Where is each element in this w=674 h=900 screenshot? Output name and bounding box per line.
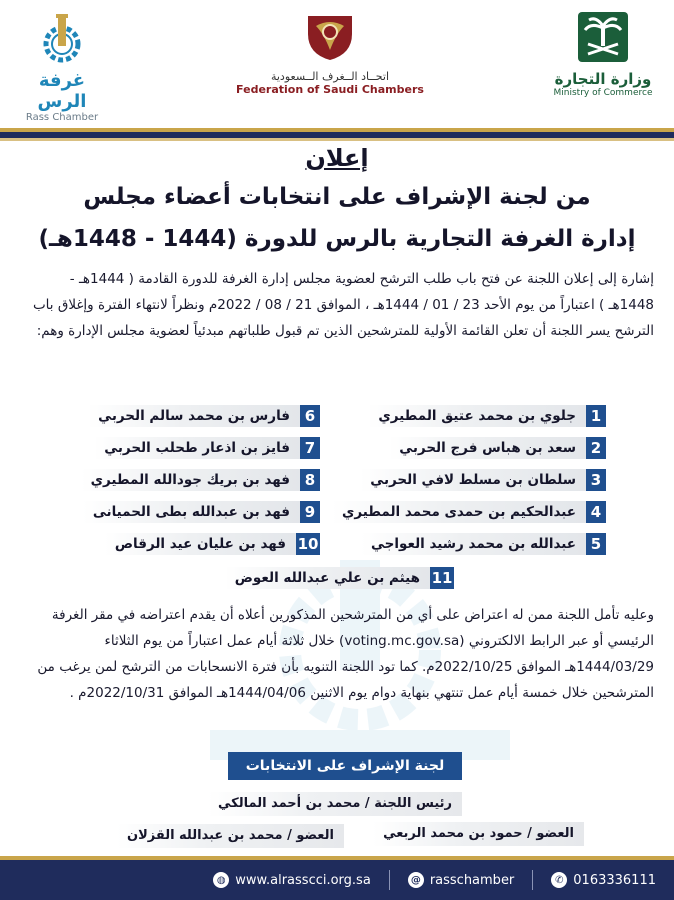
candidate-row — [360, 468, 606, 492]
candidate-row — [88, 404, 320, 428]
intro-paragraph: إشارة إلى إعلان اللجنة عن فتح باب طلب الترشح لعضوية مجلس إدارة الغرفة للدورة القادمة ( 1444هـ - 1448هـ ) اعتباراً من يوم الأحد 23 / 01 / 1444هـ ، الموافق 21 / 08 / 2022م ونظراً لانتهاء الفترة وإغلاق باب الترشح يسر اللجنة أن تعلن القائمة الأولية للمترشحين الذين تم قبول طلباتهم مبدئياً لعضوية مجلس الإدارة وهم: — [32, 271, 654, 339]
federation-logo-arabic: اتحــاد الــغرف الــسعودية — [270, 70, 390, 83]
candidate-row — [94, 436, 320, 460]
candidate-row — [83, 500, 320, 524]
phone-number[interactable]: 0163336111 — [573, 872, 656, 888]
federation-emblem-icon — [304, 10, 356, 62]
candidate-number: 3 — [586, 469, 606, 491]
footer-phone[interactable] — [551, 872, 656, 888]
candidate-name: سعد بن هباس فرج الحربي — [389, 437, 586, 459]
candidate-number: 5 — [586, 533, 606, 555]
committee-chair: رئيس اللجنة / محمد بن أحمد المالكي — [208, 792, 462, 816]
footer-social[interactable] — [408, 872, 514, 888]
candidate-row — [389, 436, 606, 460]
phone-icon: ✆ — [551, 872, 567, 888]
candidate-row — [225, 566, 454, 590]
candidate-name: سلطان بن مسلط لافي الحربي — [360, 469, 586, 491]
header-gold-stripe-thin — [0, 138, 674, 141]
candidate-number: 9 — [300, 501, 320, 523]
globe-icon: ◍ — [213, 872, 229, 888]
candidate-name: فهد بن بريك جودالله المطيري — [81, 469, 300, 491]
candidate-number: 7 — [300, 437, 320, 459]
footer-divider — [532, 870, 533, 890]
candidate-row — [361, 532, 606, 556]
footer-divider — [389, 870, 390, 890]
candidate-number: 11 — [431, 569, 453, 587]
ministry-logo-english: Ministry of Commerce — [553, 88, 653, 98]
committee-member: العضو / حمود بن محمد الربعي — [373, 822, 584, 846]
announcement-subtitle-line2: إدارة الغرفة التجارية بالرس للدورة (1444 - 1448هـ) — [38, 226, 636, 252]
palm-swords-icon — [576, 10, 630, 64]
rass-logo-english: Rass Chamber — [25, 112, 99, 123]
candidate-row — [368, 404, 606, 428]
federation-logo — [230, 10, 430, 96]
candidate-row — [81, 468, 320, 492]
candidate-number: 4 — [586, 501, 606, 523]
ministry-logo-arabic: وزارة التجارة — [554, 70, 652, 88]
objection-notice: وعليه تأمل اللجنة ممن له اعتراض على أي من المترشحين المذكورين أعلاه أن يقدم اعتراضه في مقر الغرفة الرئيسي أو عبر الرابط الالكتروني (voting.mc.gov.sa) خلال ثلاثة أيام عمل اعتباراً من يوم الثلاثاء 1444/03/29هـ الموافق 2022/10/25م. كما تود اللجنة التنويه بأن فترة الانسحابات من الترشح لمن يرغب من المترشحين خلال خمسة أيام عمل تنتهي بنهاية دوام يوم الاثنين 1444/04/06هـ الموافق 2022/10/31م . — [37, 607, 654, 701]
federation-logo-english: Federation of Saudi Chambers — [236, 83, 424, 96]
candidate-number: 2 — [586, 437, 606, 459]
ministry-logo — [548, 10, 658, 98]
social-at-icon: @ — [408, 872, 424, 888]
candidate-name: فايز بن اذعار طحلب الحربي — [94, 437, 300, 459]
candidate-row — [105, 532, 320, 556]
rass-chamber-logo — [14, 12, 110, 123]
candidate-name: فهد بن عليان عيد الرقاص — [105, 533, 296, 555]
candidate-row — [332, 500, 606, 524]
rass-logo-arabic: غرفة الرس — [37, 70, 87, 112]
candidate-name: فهد بن عبدالله بطى الحميانى — [83, 501, 300, 523]
footer — [0, 860, 674, 900]
candidate-name: عبدالحكيم بن حمدى محمد المطيري — [332, 501, 586, 523]
candidate-name: عبدالله بن محمد رشيد العواجي — [361, 533, 586, 555]
gear-tower-icon — [37, 12, 87, 64]
candidate-number: 1 — [586, 405, 606, 427]
announcement-subtitle-line1: من لجنة الإشراف على انتخابات أعضاء مجلس — [83, 184, 591, 210]
committee-member: العضو / محمد بن عبدالله القزلان — [117, 824, 344, 848]
header — [0, 0, 674, 128]
social-handle[interactable]: rasschamber — [429, 872, 515, 888]
candidate-number: 6 — [300, 405, 320, 427]
footer-website[interactable] — [213, 872, 371, 888]
candidate-name: هيثم بن علي عبدالله العوض — [225, 567, 430, 589]
committee-heading: لجنة الإشراف على الانتخابات — [228, 752, 462, 780]
candidate-number: 8 — [300, 469, 320, 491]
candidate-number: 10 — [297, 535, 319, 553]
website-url[interactable]: www.alrasscci.org.sa — [235, 872, 371, 888]
candidate-name: فارس بن محمد سالم الحربي — [88, 405, 300, 427]
candidate-name: جلوي بن محمد عتيق المطيري — [368, 405, 586, 427]
announcement-title: إعلان — [305, 144, 369, 172]
